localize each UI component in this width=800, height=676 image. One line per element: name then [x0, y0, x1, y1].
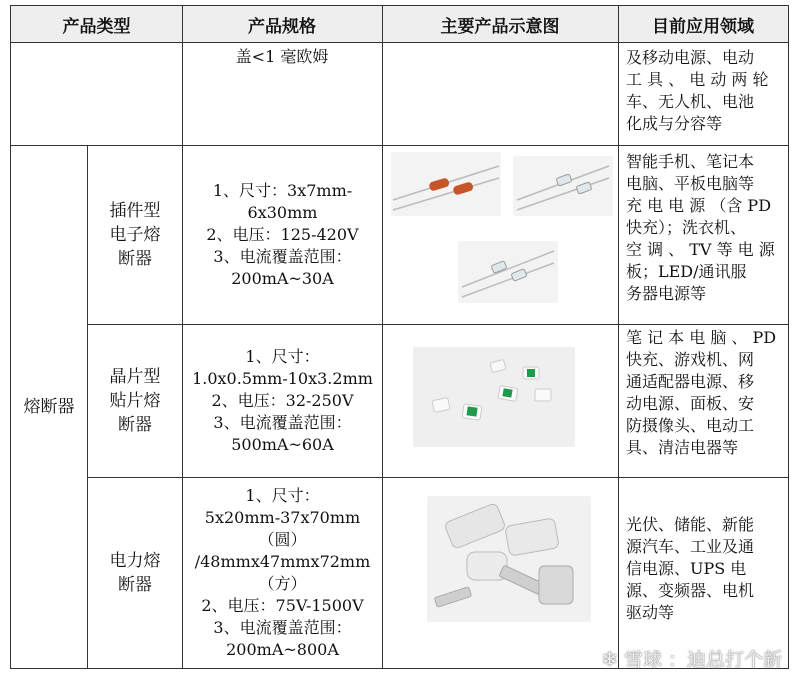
chip-image-cell	[383, 325, 618, 477]
app-line: 笔 记 本 电 脑 、 PD	[626, 328, 777, 347]
top-row-application	[618, 43, 788, 145]
app-line: 快充）；洗衣机、	[626, 218, 747, 237]
app-line: 光伏、储能、新能	[626, 515, 755, 534]
glass-tube-fuse-photo	[513, 156, 613, 216]
product-table	[10, 5, 789, 669]
type-line: 贴片熔	[109, 391, 161, 411]
app-line: 充 电 电 源 （含 PD	[626, 196, 772, 215]
insert-application-cell	[618, 146, 788, 324]
app-line: 空 调 、 TV 等 电 源	[626, 240, 775, 259]
header-application-label: 目前应用领域	[652, 16, 754, 37]
app-line: 工 具 、 电 动 两 轮	[626, 70, 769, 89]
header-product-type	[11, 6, 182, 42]
type-line: 断器	[118, 249, 152, 269]
app-line: 具、清洁电器等	[626, 438, 739, 457]
power-type-cell	[88, 478, 182, 668]
type-line: 电力熔	[109, 551, 161, 571]
type-line: 晶片型	[109, 367, 161, 387]
spec-line: （方）	[258, 574, 307, 593]
header-product-spec	[182, 6, 382, 42]
category-label: 熔断器	[23, 397, 75, 417]
watermark-brand: 雪球	[623, 649, 662, 671]
insert-spec-cell	[183, 146, 382, 324]
app-line: 通适配器电源、移	[626, 372, 755, 391]
spec-line: 2、电压：75V-1500V	[201, 596, 364, 615]
chip-application-cell	[618, 325, 788, 477]
power-image-cell	[383, 478, 618, 668]
power-fuse-photo	[427, 496, 591, 622]
top-row-spec	[182, 44, 382, 74]
power-application-cell	[618, 478, 788, 668]
spec-line: 500mA~60A	[231, 435, 334, 454]
app-line: 快充、游戏机、网	[626, 350, 755, 369]
spec-line: 200mA~800A	[226, 640, 339, 659]
category-cell	[11, 146, 87, 668]
spec-line: 2、电压：125-420V	[206, 225, 359, 244]
app-line: 化成与分容等	[626, 114, 723, 133]
snowball-logo-icon: ❄	[601, 646, 618, 671]
spec-line: 3、电流覆盖范围：	[213, 247, 352, 266]
header-product-image	[382, 6, 618, 42]
spec-line: 3、电流覆盖范围：	[213, 618, 352, 637]
spec-line: 200mA~30A	[231, 269, 334, 288]
app-line: 动电源、面板、安	[626, 394, 755, 413]
app-line: 信电源、UPS 电	[626, 559, 747, 578]
app-line: 务器电源等	[626, 284, 707, 303]
insert-image-cell	[383, 146, 618, 324]
type-line: 断器	[118, 575, 152, 595]
insert-type-cell	[88, 146, 182, 324]
spec-line: 1、尺寸：	[245, 486, 320, 505]
app-line: 源、变频器、电机	[626, 581, 755, 600]
spec-line: （圆）	[258, 530, 307, 549]
app-line: 板；LED/通讯服	[626, 262, 747, 281]
app-line: 驱动等	[626, 603, 675, 622]
app-line: 防摄像头、电动工	[626, 416, 755, 435]
header-product-spec-label: 产品规格	[248, 16, 316, 37]
smd-fuse-photo	[413, 347, 575, 447]
spec-line: 6x30mm	[247, 203, 318, 222]
chip-spec-cell	[183, 325, 382, 477]
type-line: 插件型	[109, 201, 161, 221]
app-line: 车、无人机、电池	[626, 92, 755, 111]
spec-line: /48mmx47mmx72mm	[194, 552, 371, 571]
header-product-image-label: 主要产品示意图	[440, 16, 560, 37]
spec-line: 1、尺寸：	[245, 347, 320, 366]
app-line: 及移动电源、电动	[626, 48, 755, 67]
spec-line: 1.0x0.5mm-10x3.2mm	[192, 369, 373, 388]
axial-fuse-photo	[391, 152, 501, 216]
watermark-text: ：迪总打个新	[667, 649, 782, 671]
spec-line: 3、电流覆盖范围：	[213, 413, 352, 432]
spec-line: 盖<1 毫欧姆	[235, 47, 329, 66]
type-line: 电子熔	[109, 225, 161, 245]
type-line: 断器	[118, 415, 152, 435]
mini-tube-fuse-photo	[458, 241, 558, 303]
header-product-type-label: 产品类型	[62, 16, 131, 37]
app-line: 智能手机、笔记本	[626, 152, 755, 171]
header-application	[618, 6, 788, 42]
spec-line: 1、尺寸：3x7mm-	[212, 181, 353, 200]
watermark	[601, 645, 782, 672]
app-line: 电脑、平板电脑等	[626, 174, 755, 193]
power-spec-cell	[183, 478, 382, 668]
spec-line: 2、电压：32-250V	[211, 391, 354, 410]
app-line: 源汽车、工业及通	[626, 537, 755, 556]
spec-line: 5x20mm-37x70mm	[204, 508, 361, 527]
chip-type-cell	[88, 325, 182, 477]
